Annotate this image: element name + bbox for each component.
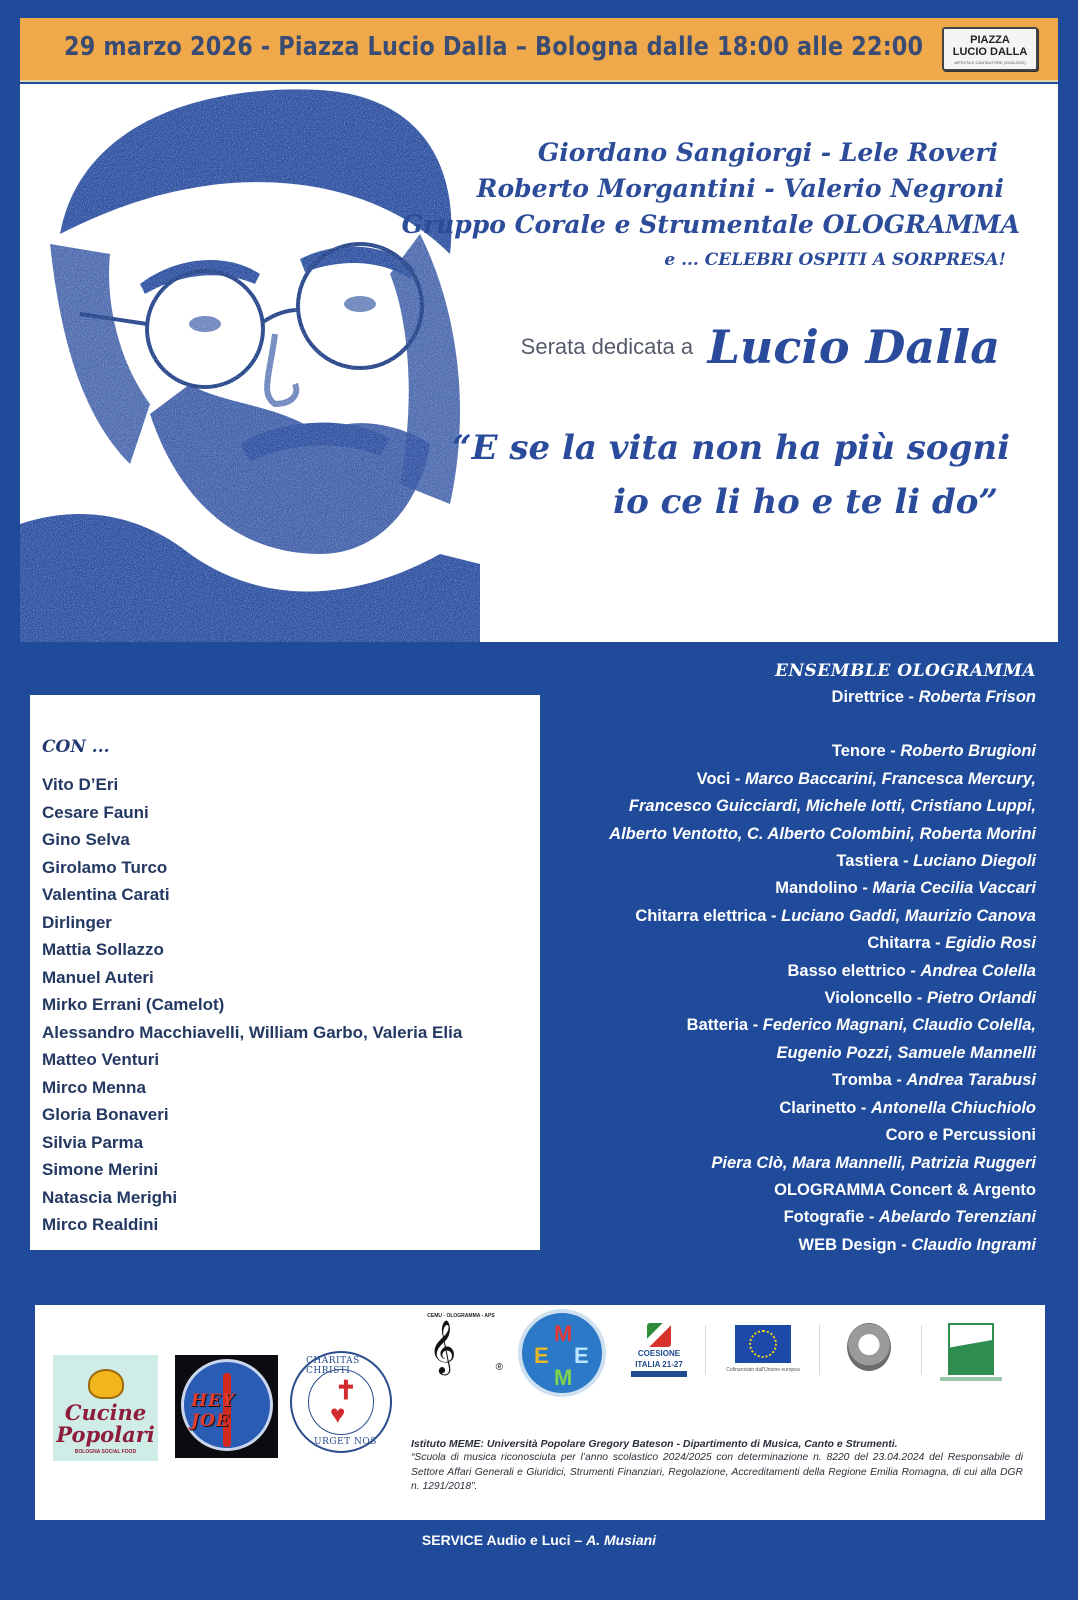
divider — [705, 1325, 706, 1375]
street-sign-line3: ARTISTA E CANTAUTORE (1943-2012) — [954, 60, 1026, 65]
role: Direttrice - — [831, 688, 919, 706]
guest-name: Gino Selva — [42, 830, 130, 849]
logo-text: COESIONE — [637, 1349, 681, 1358]
logo-text: HEY JOE — [191, 1391, 236, 1431]
member: Alberto Ventotto, C. Alberto Colombini, Roberta Morini — [609, 824, 1036, 843]
member: Antonella Chiuchiolo — [871, 1098, 1036, 1117]
guest-name: Mattia Sollazzo — [42, 940, 164, 959]
member: Pietro Orlandi — [926, 989, 1036, 1008]
role: Coro e Percussioni — [885, 1126, 1036, 1145]
member: Luciano Gaddi, Maurizio Canova — [781, 906, 1036, 925]
ensemble-row — [516, 793, 1036, 820]
role: Batteria - — [686, 1016, 763, 1035]
emilia-romagna-logo-icon — [948, 1323, 994, 1375]
role: Tenore - — [831, 742, 901, 761]
tortellino-icon — [88, 1369, 124, 1399]
logo-letter: E — [534, 1343, 549, 1368]
guest-name: Girolamo Turco — [42, 857, 168, 877]
guest-name: Gloria Bonaveri — [42, 1105, 169, 1124]
guest-name: Dirlinger — [42, 912, 112, 932]
hero-text-area — [401, 84, 1040, 642]
quote-line: io ce li ho e te li do” — [613, 482, 998, 522]
ensemble-row — [516, 1067, 1036, 1094]
member: Francesco Guicciardi, Michele Iotti, Cristiano Luppi, — [628, 797, 1036, 816]
ensemble-credits — [516, 658, 1036, 1259]
sponsors-panel — [35, 1305, 1045, 1520]
role: OLOGRAMMA Concert & Argento — [774, 1180, 1036, 1199]
member: Federico Magnani, Claudio Colella, — [762, 1016, 1036, 1035]
ensemble-row — [516, 766, 1036, 793]
ensemble-row — [516, 1150, 1036, 1177]
guest-name: Cesare Fauni — [42, 802, 149, 822]
guest-name: Alessandro Macchiavelli, William Garbo, Valeria Elia — [42, 1022, 463, 1042]
eu-caption: Cofinanziato dall'Unione europea — [726, 1367, 800, 1373]
ensemble-row — [516, 1204, 1036, 1231]
ensemble-row — [516, 958, 1036, 985]
member: Maria Cecilia Vaccari — [872, 879, 1036, 898]
istituto-meme-logo-icon — [518, 1309, 606, 1397]
ensemble-row — [516, 1012, 1036, 1039]
ensemble-director — [516, 684, 1036, 711]
guest-name: Vito D’Eri — [42, 775, 119, 794]
ensemble-row — [516, 821, 1036, 848]
role: WEB Design - — [798, 1235, 912, 1254]
ensemble-row — [516, 1040, 1036, 1067]
guest-name: Valentina Carati — [42, 885, 170, 904]
member: Piera Clò, Mara Mannelli, Patrizia Ruggeri — [711, 1153, 1036, 1172]
institute-note — [411, 1437, 1023, 1495]
heart-icon: ♥ — [330, 1399, 346, 1429]
logo-text: CHARITAS CHRISTI — [306, 1356, 360, 1376]
ensemble-row — [516, 1232, 1036, 1259]
role: Chitarra - — [867, 934, 946, 953]
ensemble-row — [516, 1095, 1036, 1122]
role: Tromba - — [832, 1071, 907, 1090]
role: Mandolino - — [775, 879, 873, 898]
performers-line: Giordano Sangiorgi - Lele Roveri — [537, 138, 998, 167]
event-header-bar — [20, 18, 1058, 82]
member: Andrea Tarabusi — [906, 1071, 1036, 1090]
performers-line: Roberto Morgantini - Valerio Negroni — [476, 174, 1004, 203]
ensemble-row — [516, 738, 1036, 765]
logo-text: BOLOGNA SOCIAL FOOD — [74, 1449, 137, 1455]
logo-text: Cucine — [64, 1400, 147, 1425]
dedication-prefix: Serata dedicata a — [520, 334, 694, 359]
role: Fotografie - — [783, 1208, 879, 1227]
role: Basso elettrico - — [787, 961, 921, 980]
member: Roberta Frison — [918, 688, 1036, 706]
cucine-popolari-logo-icon — [53, 1355, 158, 1461]
logo-bar — [631, 1371, 687, 1377]
member: Abelardo Terenziani — [878, 1208, 1036, 1227]
ensemble-row — [516, 930, 1036, 957]
guest-name: Manuel Auteri — [42, 967, 154, 987]
ensemble-row — [516, 1122, 1036, 1149]
event-date-location: 29 marzo 2026 - Piazza Lucio Dalla – Bologna dalle 18:00 alle 22:00 — [64, 32, 924, 62]
street-sign-line1: PIAZZA — [970, 34, 1010, 46]
ensemble-row — [516, 1177, 1036, 1204]
guest-name: Natascia Merighi — [42, 1187, 178, 1207]
role: Voci - — [696, 769, 745, 788]
member: Luciano Diegoli — [913, 852, 1036, 871]
ensemble-row — [516, 848, 1036, 875]
guest-name: Simone Merini — [42, 1160, 159, 1179]
institute-heading: Istituto MEME: Università Popolare Gregory Bateson - Dipartimento di Musica, Canto e Strumenti. — [411, 1438, 898, 1450]
guests-title: CON ... — [42, 737, 110, 757]
dedication-name: Lucio Dalla — [707, 320, 1000, 374]
surprise-guests-line: e ... CELEBRI OSPITI A SORPRESA! — [664, 250, 1006, 270]
logo-letter: M — [554, 1365, 573, 1390]
dedication — [521, 320, 1000, 374]
logo-letter: M — [554, 1321, 573, 1346]
emilia-romagna-caption — [940, 1377, 1002, 1381]
divider — [819, 1325, 820, 1375]
role: Violoncello - — [824, 989, 927, 1008]
institute-body: “Scuola di musica riconosciuta per l’anno scolastico 2024/2025 con determinazione n. 8220 del 23.04.2024 del Responsabile di Settore Affari Generali e Giuridici, Strumenti Finanziari, Regolazione, Accreditamenti della Regione Emilia Romagna, di cui alla DGR n. 1291/2018”. — [411, 1452, 1023, 1492]
cemu-ologramma-logo-icon — [417, 1313, 505, 1375]
street-sign-line2: LUCIO DALLA — [952, 46, 1028, 58]
role: Clarinetto - — [779, 1098, 871, 1117]
guests-box — [30, 695, 540, 1250]
quote-line: “E se la vita non ha più sogni — [452, 428, 1010, 468]
coesione-mark-icon — [647, 1323, 671, 1347]
logo-letter: E — [574, 1343, 589, 1368]
spacer — [516, 711, 1036, 738]
registered-icon: ® — [495, 1362, 503, 1373]
ensemble-row — [516, 875, 1036, 902]
service-label: SERVICE Audio e Luci – — [421, 1532, 587, 1548]
ensemble-row — [516, 985, 1036, 1012]
member: Egidio Rosi — [945, 934, 1036, 953]
hero-section — [20, 84, 1058, 642]
logo-text: CEMU - OLOGRAMMA - APS — [427, 1313, 495, 1319]
street-sign-icon — [942, 27, 1038, 71]
footer-service-credit — [0, 1532, 1078, 1548]
ensemble-title: ENSEMBLE OLOGRAMMA — [775, 661, 1036, 681]
treble-clef-icon: 𝄞 — [429, 1319, 457, 1373]
logo-text: Popolari — [56, 1422, 155, 1447]
guest-name: Matteo Venturi — [42, 1050, 160, 1069]
role: Tastiera - — [836, 852, 914, 871]
member: Roberto Brugioni — [900, 742, 1036, 761]
member: Andrea Colella — [920, 961, 1036, 980]
performers-line: Gruppo Corale e Strumentale OLOGRAMMA — [401, 210, 1020, 239]
logo-text: ITALIA 21-27 — [635, 1360, 683, 1369]
service-provider: A. Musiani — [586, 1532, 657, 1548]
charitas-christi-logo-icon — [290, 1351, 392, 1453]
star-icon: ★ — [860, 1333, 877, 1353]
logo-text: URGET NOS — [314, 1437, 377, 1447]
divider — [921, 1325, 922, 1375]
guest-name: Mirko Errani (Camelot) — [42, 995, 225, 1014]
coesione-italia-logo-icon — [631, 1323, 687, 1385]
eu-stars-icon — [749, 1330, 777, 1358]
ensemble-row — [516, 903, 1036, 930]
hey-joe-logo-icon — [175, 1355, 278, 1458]
member: Claudio Ingrami — [911, 1235, 1036, 1254]
role: Chitarra elettrica - — [635, 906, 782, 925]
portrait-icon — [20, 84, 480, 642]
member: Marco Baccarini, Francesca Mercury, — [744, 769, 1036, 788]
guest-name: Mirco Realdini — [42, 1215, 159, 1234]
italian-republic-emblem-icon — [847, 1323, 891, 1371]
guest-name: Mirco Menna — [42, 1077, 146, 1097]
guest-name: Silvia Parma — [42, 1132, 144, 1152]
eu-flag-icon — [735, 1325, 791, 1363]
member: Eugenio Pozzi, Samuele Mannelli — [776, 1043, 1036, 1062]
cross-icon: ✝ — [335, 1375, 357, 1405]
